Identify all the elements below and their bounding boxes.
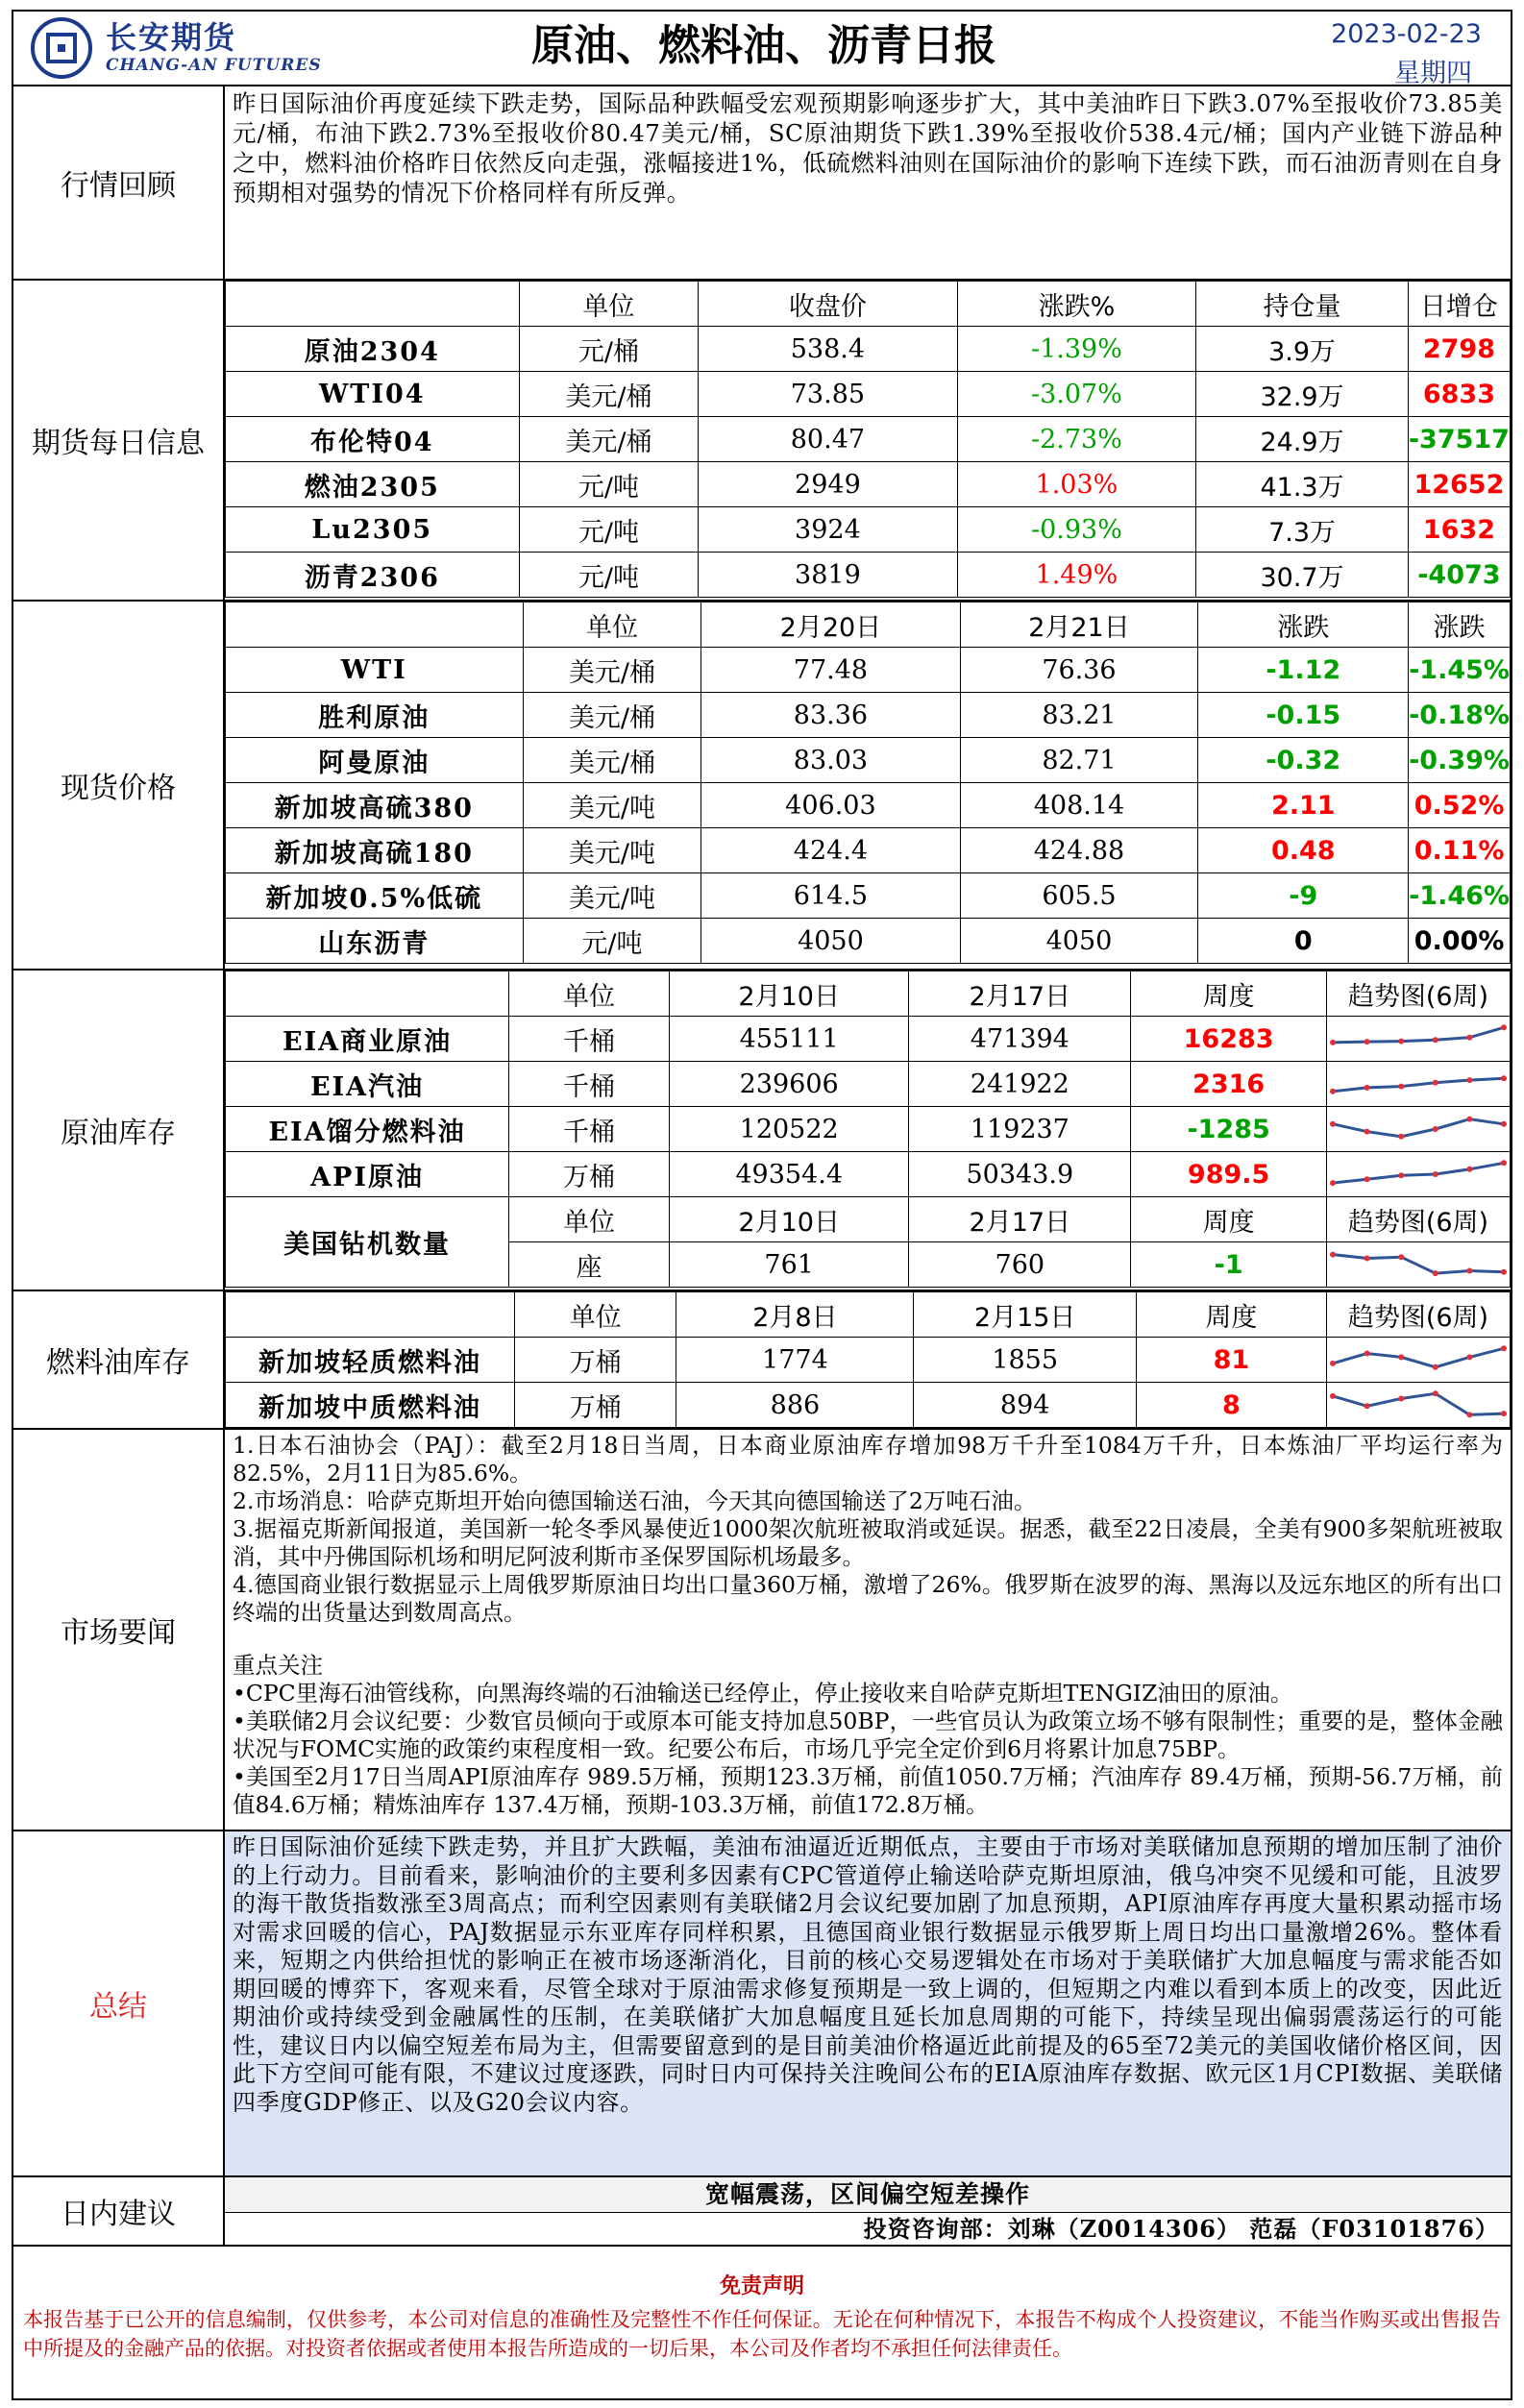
trend-point <box>1398 1354 1404 1360</box>
trend-point <box>1433 1390 1438 1396</box>
column-header: 日增仓 <box>1408 282 1510 327</box>
change-percent: -0.18% <box>1409 693 1511 738</box>
column-header: 趋势图(6周) <box>1326 971 1510 1017</box>
change-value: 2.11 <box>1198 783 1409 828</box>
column-header <box>226 282 520 327</box>
trend-point <box>1501 1075 1507 1081</box>
disclaimer-section <box>12 2247 1512 2400</box>
rig-count-name: 美国钻机数量 <box>226 1197 509 1288</box>
inventory-name: EIA馏分燃料油 <box>226 1107 509 1152</box>
value-week1: 120522 <box>669 1107 908 1152</box>
daily-oi-change: -37517 <box>1408 417 1510 462</box>
column-header <box>226 602 524 648</box>
change-percent: -2.73% <box>957 417 1196 462</box>
review-section <box>12 86 1512 281</box>
column-header: 2月17日 <box>909 1197 1131 1242</box>
trend-point <box>1466 1268 1472 1274</box>
inventory-row <box>226 1062 1511 1107</box>
change-percent: 0.00% <box>1409 919 1511 964</box>
unit-cell: 美元/桶 <box>523 693 701 738</box>
trend-point <box>1330 1121 1336 1127</box>
price-day1: 406.03 <box>701 783 960 828</box>
report-page <box>12 10 1512 2400</box>
column-header: 单位 <box>515 1292 676 1338</box>
value-week2: 1855 <box>914 1338 1136 1383</box>
change-percent: -1.46% <box>1409 873 1511 919</box>
news-item: 1.日本石油协会（PAJ）：截至2月18日当周，日本商业原油库存增加98万千升至1084万千升，日本炼油厂平均运行率为82.5%，2月11日为85.6%。 <box>233 1432 1503 1487</box>
trend-chart-cell <box>1326 1338 1510 1383</box>
close-price: 2949 <box>699 462 957 507</box>
daily-oi-change: 12652 <box>1408 462 1510 507</box>
futures-row <box>226 507 1511 553</box>
column-header: 2月20日 <box>701 602 960 648</box>
contract-name: Lu2305 <box>226 507 520 553</box>
news-item: 4.德国商业银行数据显示上周俄罗斯原油日均出口量360万桶，激增了26%。俄罗斯在波罗的海、黑海以及远东地区的所有出口终端的出货量达到数周高点。 <box>233 1571 1503 1626</box>
daily-oi-change: 2798 <box>1408 327 1510 372</box>
unit-cell: 美元/桶 <box>523 738 701 783</box>
price-day2: 82.71 <box>960 738 1198 783</box>
spot-row <box>226 873 1511 919</box>
trend-point <box>1398 1172 1404 1178</box>
trend-chart-cell <box>1326 1107 1510 1152</box>
unit-cell: 元/吨 <box>523 919 701 964</box>
change-percent: 0.52% <box>1409 783 1511 828</box>
spot-name: 山东沥青 <box>226 919 524 964</box>
price-day2: 408.14 <box>960 783 1198 828</box>
spot-name: WTI <box>226 648 524 693</box>
spot-name: 新加坡高硫380 <box>226 783 524 828</box>
price-day2: 605.5 <box>960 873 1198 919</box>
trend-sparkline <box>1327 1111 1510 1147</box>
futures-row <box>226 462 1511 507</box>
disclaimer-text: 本报告基于已公开的信息编制，仅供参考，本公司对信息的准确性及完整性不作任何保证。无论在何种情况下，本报告不构成个人投资建议，不能当作购买或出售报告中所提及的金融产品的依据。对投资者依据或者使用本报告所造成的一切后果，本公司及作者均不承担任何法律责任。 <box>23 2308 1501 2360</box>
trend-point <box>1398 1039 1404 1044</box>
trend-point <box>1364 1129 1370 1135</box>
close-price: 3924 <box>699 507 957 553</box>
spot-row <box>226 919 1511 964</box>
open-interest: 30.7万 <box>1196 553 1409 598</box>
spot-row <box>226 648 1511 693</box>
trend-point <box>1433 1080 1438 1086</box>
news-item: 3.据福克斯新闻报道，美国新一轮冬季风暴使近1000架次航班被取消或延误。据悉，截至22日凌晨，全美有900多架航班被取消，其中丹佛国际机场和明尼阿波利斯市圣保罗国际机场最多。 <box>233 1515 1503 1570</box>
trend-sparkline <box>1327 1246 1510 1283</box>
change-percent: -1.45% <box>1409 648 1511 693</box>
futures-row <box>226 372 1511 417</box>
change-value: -1.12 <box>1198 648 1409 693</box>
trend-point <box>1330 1089 1336 1094</box>
advice-label: 日内建议 <box>13 2177 225 2245</box>
news-label: 市场要闻 <box>13 1430 225 1830</box>
focus-title: 重点关注 <box>233 1652 323 1679</box>
inventory-name: EIA汽油 <box>226 1062 509 1107</box>
column-header: 2月10日 <box>669 971 908 1017</box>
news-item: 2.市场消息：哈萨克斯坦开始向德国输送石油，今天其向德国输送了2万吨石油。 <box>233 1487 1037 1514</box>
news-content <box>225 1430 1511 1821</box>
change-percent: -3.07% <box>957 372 1196 417</box>
column-header: 趋势图(6周) <box>1326 1292 1510 1338</box>
open-interest: 7.3万 <box>1196 507 1409 553</box>
close-price: 73.85 <box>699 372 957 417</box>
report-weekday: 星期四 <box>1394 59 1472 88</box>
change-value: 0 <box>1198 919 1409 964</box>
futures-row <box>226 553 1511 598</box>
unit-cell: 万桶 <box>515 1383 676 1428</box>
trend-point <box>1501 1269 1507 1275</box>
summary-section <box>12 1831 1512 2177</box>
column-header: 涨跌 <box>1198 602 1409 648</box>
unit-cell: 美元/桶 <box>519 372 699 417</box>
value-week1: 1774 <box>676 1338 914 1383</box>
value-week2: 471394 <box>909 1017 1131 1062</box>
spot-name: 胜利原油 <box>226 693 524 738</box>
unit-cell: 元/吨 <box>519 553 699 598</box>
change-value: -9 <box>1198 873 1409 919</box>
column-header: 2月15日 <box>914 1292 1136 1338</box>
report-title: 原油、燃料油、沥青日报 <box>531 21 996 70</box>
trend-line <box>1333 1119 1504 1137</box>
disclaimer-title: 免责声明 <box>719 2273 804 2298</box>
logo-english-name: CHANG-AN FUTURES <box>106 56 322 75</box>
price-day2: 83.21 <box>960 693 1198 738</box>
futures-row <box>226 417 1511 462</box>
rig-header-row <box>226 1197 1511 1242</box>
column-header: 单位 <box>509 971 670 1017</box>
trend-chart-cell <box>1326 1383 1510 1428</box>
column-header: 周度 <box>1136 1292 1326 1338</box>
crude-inventory-table <box>225 971 1511 1288</box>
trend-point <box>1330 1252 1336 1258</box>
trend-point <box>1433 1364 1438 1370</box>
open-interest: 24.9万 <box>1196 417 1409 462</box>
column-header: 单位 <box>509 1197 670 1242</box>
contract-name: 原油2304 <box>226 327 520 372</box>
close-price: 3819 <box>699 553 957 598</box>
contract-name: WTI04 <box>226 372 520 417</box>
unit-cell: 美元/吨 <box>523 828 701 873</box>
focus-item: •美国至2月17日当周API原油库存 989.5万桶，预期123.3万桶，前值1050.7万桶；汽油库存 89.4万桶，预期-56.7万桶，前值84.6万桶；精炼油库存 137.4万桶，预期-103.3万桶，前值172.8万桶。 <box>233 1763 1503 1818</box>
change-value: -0.15 <box>1198 693 1409 738</box>
value-week1: 49354.4 <box>669 1152 908 1197</box>
unit-cell: 千桶 <box>509 1062 670 1107</box>
column-header: 持仓量 <box>1196 282 1409 327</box>
weekly-change: 989.5 <box>1131 1152 1327 1197</box>
inventory-name: 新加坡轻质燃料油 <box>226 1338 515 1383</box>
unit-cell: 元/吨 <box>519 462 699 507</box>
change-value: -0.32 <box>1198 738 1409 783</box>
unit-cell: 美元/吨 <box>523 873 701 919</box>
contract-name: 布伦特04 <box>226 417 520 462</box>
trend-point <box>1433 1037 1438 1043</box>
spot-section <box>12 602 1512 971</box>
trend-point <box>1364 1176 1370 1182</box>
unit-cell: 千桶 <box>509 1107 670 1152</box>
spot-row <box>226 693 1511 738</box>
price-day2: 76.36 <box>960 648 1198 693</box>
change-percent: 1.03% <box>957 462 1196 507</box>
inventory-row <box>226 1338 1511 1383</box>
daily-oi-change: 6833 <box>1408 372 1510 417</box>
column-header: 趋势图(6周) <box>1326 1197 1510 1242</box>
contract-name: 燃油2305 <box>226 462 520 507</box>
trend-point <box>1466 1412 1472 1417</box>
spot-row <box>226 828 1511 873</box>
trend-sparkline <box>1327 1066 1510 1102</box>
trend-point <box>1466 1354 1472 1360</box>
column-header: 2月17日 <box>909 971 1131 1017</box>
trend-chart-cell <box>1326 1062 1510 1107</box>
trend-point <box>1364 1351 1370 1357</box>
column-header: 2月8日 <box>676 1292 914 1338</box>
trend-point <box>1364 1085 1370 1091</box>
column-header: 2月10日 <box>669 1197 908 1242</box>
column-header: 收盘价 <box>699 282 957 327</box>
column-header: 周度 <box>1131 971 1327 1017</box>
value-week1: 886 <box>676 1383 914 1428</box>
price-day1: 77.48 <box>701 648 960 693</box>
futures-section <box>12 281 1512 602</box>
trend-point <box>1364 1039 1370 1044</box>
trend-point <box>1364 1256 1370 1262</box>
fuel-inventory-label: 燃料油库存 <box>13 1291 225 1428</box>
trend-point <box>1433 1126 1438 1132</box>
advice-authors: 投资咨询部：刘琳（Z0014306） 范磊（F03101876） <box>863 2215 1499 2243</box>
trend-point <box>1501 1121 1507 1127</box>
trend-point <box>1466 1035 1472 1041</box>
trend-point <box>1330 1361 1336 1366</box>
spot-name: 新加坡高硫180 <box>226 828 524 873</box>
trend-line <box>1333 1078 1504 1092</box>
focus-item: •美联储2月会议纪要：少数官员倾向于或原本可能支持加息50BP，一些官员认为政策立场不够有限制性；重要的是，整体金融状况与FOMC实施的政策约束程度相一致。纪要公布后，市场几乎完全定价到6月将累计加息75BP。 <box>233 1708 1503 1762</box>
futures-row <box>226 327 1511 372</box>
change-percent: -0.93% <box>957 507 1196 553</box>
value-week1: 761 <box>669 1242 908 1288</box>
value-week2: 760 <box>909 1242 1131 1288</box>
unit-cell: 座 <box>509 1242 670 1288</box>
change-percent: 0.11% <box>1409 828 1511 873</box>
column-header <box>226 1292 515 1338</box>
spot-name: 新加坡0.5%低硫 <box>226 873 524 919</box>
close-price: 80.47 <box>699 417 957 462</box>
close-price: 538.4 <box>699 327 957 372</box>
trend-sparkline <box>1327 1341 1510 1378</box>
trend-line <box>1333 1348 1504 1367</box>
trend-sparkline <box>1327 1156 1510 1192</box>
value-week2: 241922 <box>909 1062 1131 1107</box>
crude-inventory-label: 原油库存 <box>13 971 225 1290</box>
value-week1: 455111 <box>669 1017 908 1062</box>
trend-chart-cell <box>1326 1152 1510 1197</box>
trend-line <box>1333 1255 1504 1274</box>
trend-line <box>1333 1027 1504 1043</box>
trend-point <box>1330 1393 1336 1399</box>
open-interest: 32.9万 <box>1196 372 1409 417</box>
trend-point <box>1398 1134 1404 1140</box>
trend-line <box>1333 1393 1504 1414</box>
column-header: 2月21日 <box>960 602 1198 648</box>
column-header: 涨跌% <box>957 282 1196 327</box>
trend-point <box>1501 1024 1507 1030</box>
trend-chart-cell <box>1326 1242 1510 1288</box>
price-day1: 424.4 <box>701 828 960 873</box>
change-percent: -1.39% <box>957 327 1196 372</box>
inventory-row <box>226 1107 1511 1152</box>
focus-item: •CPC里海石油管线称，向黑海终端的石油输送已经停止，停止接收来自哈萨克斯坦TENGIZ油田的原油。 <box>233 1680 1293 1707</box>
trend-sparkline <box>1327 1020 1510 1057</box>
trend-point <box>1501 1411 1507 1416</box>
trend-point <box>1433 1171 1438 1177</box>
spot-row <box>226 783 1511 828</box>
column-header: 涨跌 <box>1409 602 1511 648</box>
trend-point <box>1398 1254 1404 1260</box>
weekly-change: 81 <box>1136 1338 1326 1383</box>
trend-point <box>1433 1270 1438 1276</box>
value-week2: 50343.9 <box>909 1152 1131 1197</box>
daily-oi-change: 1632 <box>1408 507 1510 553</box>
change-percent: -0.39% <box>1409 738 1511 783</box>
trend-sparkline <box>1327 1387 1510 1423</box>
price-day2: 424.88 <box>960 828 1198 873</box>
review-text: 昨日国际油价再度延续下跌走势，国际品种跌幅受宏观预期影响逐步扩大，其中美油昨日下跌3.07%至报收价73.85美元/桶，布油下跌2.73%至报收价80.47美元/桶，SC原油期货下跌1.39%至报收价538.4元/桶；国内产业链下游品种之中，燃料油价格昨日依然反向走强，涨幅接进1%，低硫燃料油则在国际油价的影响下连续下跌，而石油沥青则在自身预期相对强势的情况下价格同样有所反弹。 <box>233 89 1503 207</box>
futures-table <box>225 281 1511 598</box>
advice-text: 宽幅震荡，区间偏空短差操作 <box>225 2177 1511 2213</box>
inventory-name: EIA商业原油 <box>226 1017 509 1062</box>
change-value: 0.48 <box>1198 828 1409 873</box>
summary-text: 昨日国际油价延续下跌走势，并且扩大跌幅，美油布油逼近近期低点，主要由于市场对美联储加息预期的增加压制了油价的上行动力。目前看来，影响油价的主要利多因素有CPC管道停止输送哈萨克斯坦原油，俄乌冲突不见缓和可能，且波罗的海干散货指数涨至3周高点；而利空因素则有美联储2月会议纪要加剧了加息预期，API原油库存再度大量积累动摇市场对需求回暖的信心，PAJ数据显示东亚库存同样积累，且德国商业银行数据显示俄罗斯上周日均出口量激增26%。整体看来，短期之内供给担忧的影响正在被市场逐渐消化，目前的核心交易逻辑处在市场对于美联储扩大加息幅度与需求能否如期回暖的博弈下，客观来看，尽管全球对于原油需求修复预期是一致上调的，但短期之内难以看到本质上的改变，因此近期油价或持续受到金融属性的压制，在美联储扩大加息幅度且延长加息周期的可能下，持续呈现出偏弱震荡运行的可能性，建议日内以偏空短差布局为主，但需要留意到的是目前美油价格逼近此前提及的65至72美元的美国收储价格区间，因此下方空间可能有限，不建议过度逐跌，同时日内可保持关注晚间公布的EIA原油库存数据、欧元区1月CPI数据、美联储四季度GDP修正、以及G20会议内容。 <box>233 1833 1503 2116</box>
report-header <box>12 10 1512 86</box>
unit-cell: 元/桶 <box>519 327 699 372</box>
inventory-name: 新加坡中质燃料油 <box>226 1383 515 1428</box>
weekly-change: 16283 <box>1131 1017 1327 1062</box>
weekly-change: -1285 <box>1131 1107 1327 1152</box>
unit-cell: 万桶 <box>515 1338 676 1383</box>
contract-name: 沥青2306 <box>226 553 520 598</box>
column-header: 周度 <box>1131 1197 1327 1242</box>
trend-point <box>1398 1084 1404 1090</box>
trend-point <box>1398 1396 1404 1402</box>
price-day1: 83.03 <box>701 738 960 783</box>
column-header: 单位 <box>523 602 701 648</box>
logo-chinese-name: 长安期货 <box>106 19 237 56</box>
trend-point <box>1466 1077 1472 1083</box>
unit-cell: 美元/桶 <box>523 648 701 693</box>
price-day1: 83.36 <box>701 693 960 738</box>
trend-chart-cell <box>1326 1017 1510 1062</box>
spot-name: 阿曼原油 <box>226 738 524 783</box>
column-header: 单位 <box>519 282 699 327</box>
report-date: 2023-02-23 <box>1331 19 1482 49</box>
spot-label: 现货价格 <box>13 602 225 969</box>
fuel-inventory-section <box>12 1291 1512 1430</box>
change-percent: 1.49% <box>957 553 1196 598</box>
trend-point <box>1330 1180 1336 1186</box>
inventory-row <box>226 1152 1511 1197</box>
news-section <box>12 1430 1512 1831</box>
price-day2: 4050 <box>960 919 1198 964</box>
inventory-name: API原油 <box>226 1152 509 1197</box>
weekly-change: 8 <box>1136 1383 1326 1428</box>
inventory-row <box>226 1017 1511 1062</box>
trend-point <box>1501 1345 1507 1351</box>
trend-point <box>1330 1040 1336 1045</box>
price-day1: 4050 <box>701 919 960 964</box>
value-week2: 894 <box>914 1383 1136 1428</box>
crude-inventory-section <box>12 971 1512 1291</box>
price-day1: 614.5 <box>701 873 960 919</box>
trend-line <box>1333 1163 1504 1183</box>
unit-cell: 千桶 <box>509 1017 670 1062</box>
futures-label: 期货每日信息 <box>13 281 225 600</box>
fuel-inventory-table <box>225 1291 1511 1428</box>
trend-point <box>1466 1167 1472 1172</box>
summary-label: 总结 <box>13 1831 225 2175</box>
spot-row <box>226 738 1511 783</box>
unit-cell: 元/吨 <box>519 507 699 553</box>
trend-point <box>1466 1117 1472 1122</box>
inventory-row <box>226 1383 1511 1428</box>
trend-point <box>1501 1160 1507 1166</box>
open-interest: 3.9万 <box>1196 327 1409 372</box>
advice-section <box>12 2177 1512 2247</box>
trend-point <box>1364 1403 1370 1409</box>
value-week2: 119237 <box>909 1107 1131 1152</box>
weekly-change: -1 <box>1131 1242 1327 1288</box>
spot-table <box>225 602 1511 964</box>
unit-cell: 美元/桶 <box>519 417 699 462</box>
column-header <box>226 971 509 1017</box>
unit-cell: 美元/吨 <box>523 783 701 828</box>
unit-cell: 万桶 <box>509 1152 670 1197</box>
weekly-change: 2316 <box>1131 1062 1327 1107</box>
value-week1: 239606 <box>669 1062 908 1107</box>
open-interest: 41.3万 <box>1196 462 1409 507</box>
review-label: 行情回顾 <box>13 86 225 279</box>
daily-oi-change: -4073 <box>1408 553 1510 598</box>
